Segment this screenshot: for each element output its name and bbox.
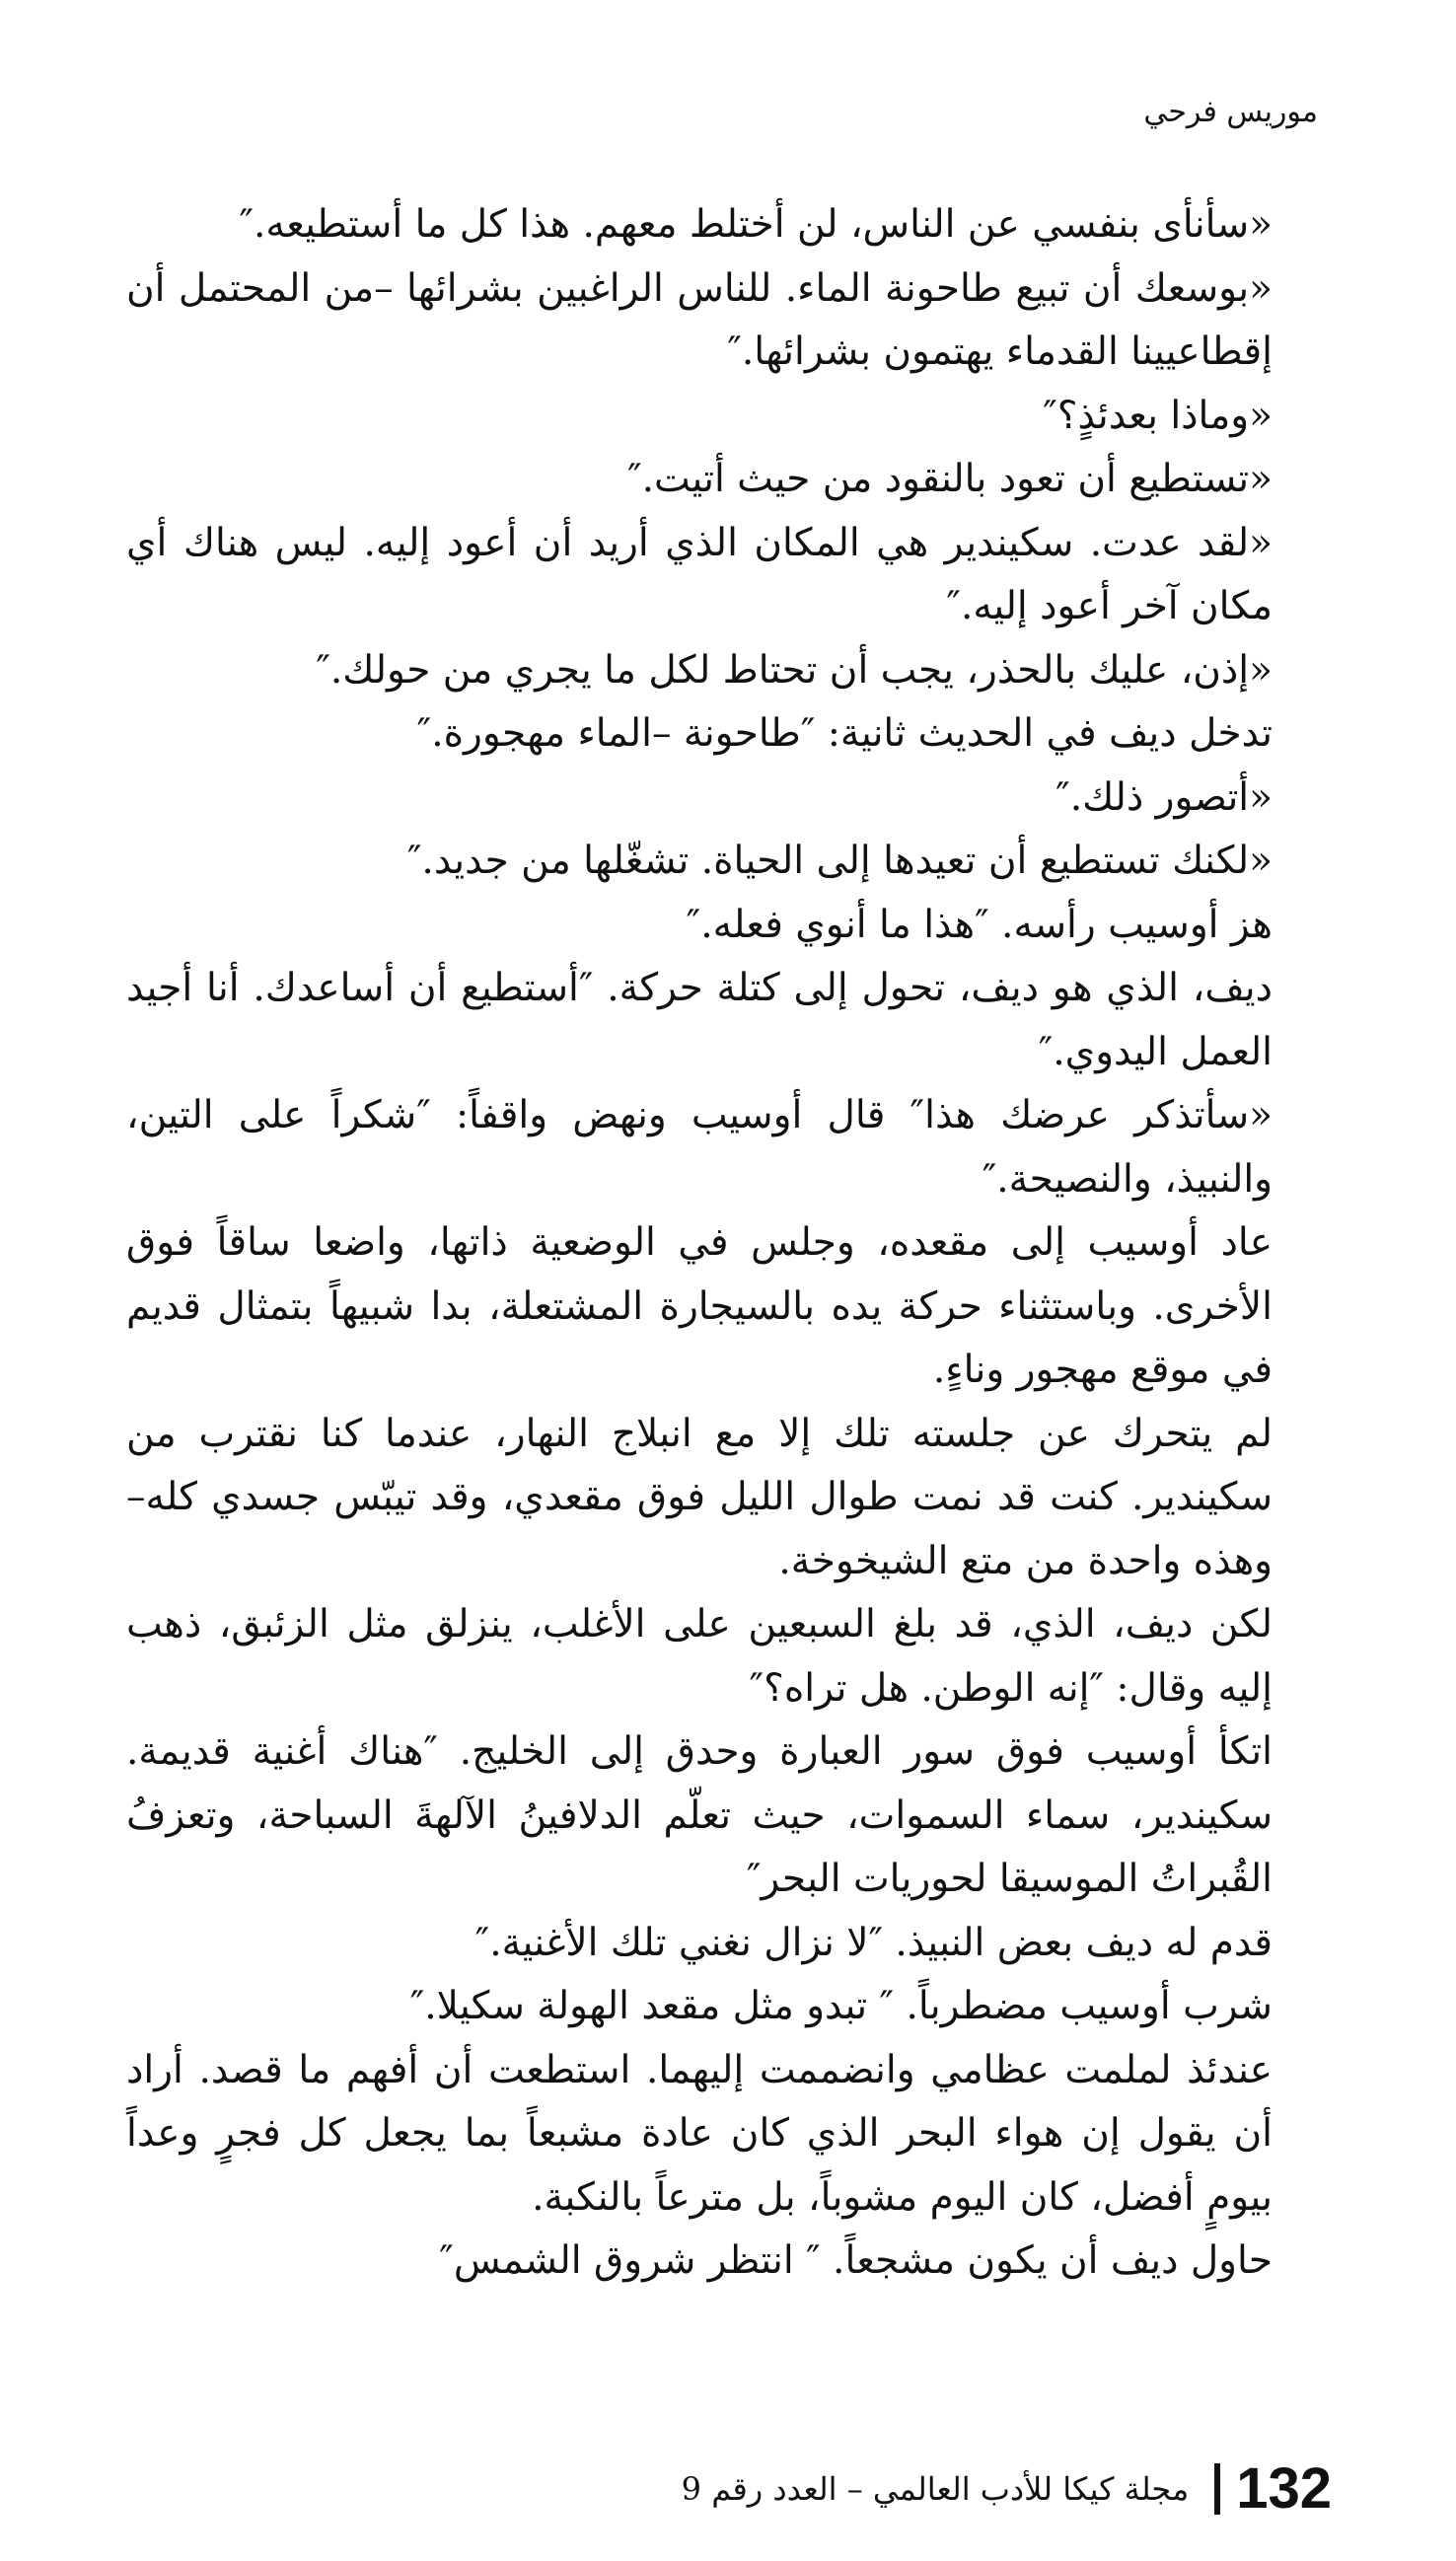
paragraph: «لكنك تستطيع أن تعيدها إلى الحياة. تشغّلها من جديد.″ (406, 839, 1273, 883)
paragraph: «لقد عدت. سكيندير هي المكان الذي أريد أن أعود إليه. ليس هناك أي مكان آخر أعود إليه.″ (126, 520, 1273, 628)
paragraph: عاد أوسيب إلى مقعده، وجلس في الوضعية ذاتها، واضعا ساقاً فوق الأخرى. وباستثناء حركة يده بالسيجارة المشتعلة، بدا شبيهاً بتمثال قديم في موقع مهجور وناءٍ. (126, 1220, 1273, 1392)
paragraph: قدم له ديف بعض النبيذ. ″لا نزال نغني تلك الأغنية.″ (474, 1920, 1273, 1965)
paragraph: «تستطيع أن تعود بالنقود من حيث أتيت.″ (627, 457, 1273, 501)
paragraph: «بوسعك أن تبيع طاحونة الماء. للناس الراغبين بشرائها –من المحتمل أن إقطاعيينا القدماء يهتمون بشرائها.″ (126, 265, 1273, 374)
paragraph: ديف، الذي هو ديف، تحول إلى كتلة حركة. ″أستطيع أن أساعدك. أنا أجيد العمل اليدوي.″ (126, 966, 1273, 1074)
journal-title: مجلة كيكا للأدب العالمي – العدد رقم 9 (681, 2470, 1190, 2508)
paragraph: اتكأ أوسيب فوق سور العبارة وحدق إلى الخليج. ″هناك أغنية قديمة. سكيندير، سماء السموات، حيث تعلّم الدلافينُ الآلهةَ السباحة، وتعزفُ القُبراتُ الموسيقا لحوريات البحر″ (126, 1729, 1273, 1901)
paragraph: لم يتحرك عن جلسته تلك إلا مع انبلاج النهار، عندما كنا نقترب من سكيندير. كنت قد نمت طوال الليل فوق مقعدي، وقد تيبّس جسدي كله– وهذه واحدة من متع الشيخوخة. (126, 1411, 1273, 1583)
page-number: 132 (1236, 2456, 1332, 2521)
paragraph: تدخل ديف في الحديث ثانية: ″طاحونة –الماء مهجورة.″ (416, 711, 1273, 756)
paragraph: شرب أوسيب مضطرباً. ″ تبدو مثل مقعد الهولة سكيلا.″ (409, 1984, 1273, 2028)
paragraph: هز أوسيب رأسه. ″هذا ما أنوي فعله.″ (686, 902, 1273, 947)
paragraph: «سأتذكر عرضك هذا″ قال أوسيب ونهض واقفاً: ″شكراً على التين، والنبيذ، والنصيحة.″ (126, 1093, 1273, 1202)
body-text (126, 193, 1330, 2294)
running-head-author: موريس فرحي (1143, 95, 1318, 129)
page-footer (612, 2454, 1332, 2524)
paragraph: «إذن، عليك بالحذر، يجب أن تحتاط لكل ما يجري من حولك.″ (316, 647, 1273, 693)
paragraph: «وماذا بعدئذٍ؟″ (1043, 393, 1273, 438)
footer-divider (1214, 2463, 1220, 2515)
paragraph: حاول ديف أن يكون مشجعاً. ″ انتظر شروق الشمس″ (439, 2238, 1273, 2283)
paragraph: عندئذ لملمت عظامي وانضممت إليهما. استطعت أن أفهم ما قصد. أراد أن يقول إن هواء البحر الذي كان عادة مشبعاً بما يجعل كل فجرٍ وعداً بيومٍ أفضل، كان اليوم مشوباً، بل مترعاً بالنكبة. (126, 2047, 1273, 2220)
paragraph: «سأنأى بنفسي عن الناس، لن أختلط معهم. هذا كل ما أستطيعه.″ (239, 202, 1273, 247)
paragraph: «أتصور ذلك.″ (1056, 774, 1273, 820)
paragraph: لكن ديف، الذي، قد بلغ السبعين على الأغلب، ينزلق مثل الزئبق، ذهب إليه وقال: ″إنه الوطن. هل تراه؟″ (126, 1602, 1273, 1711)
